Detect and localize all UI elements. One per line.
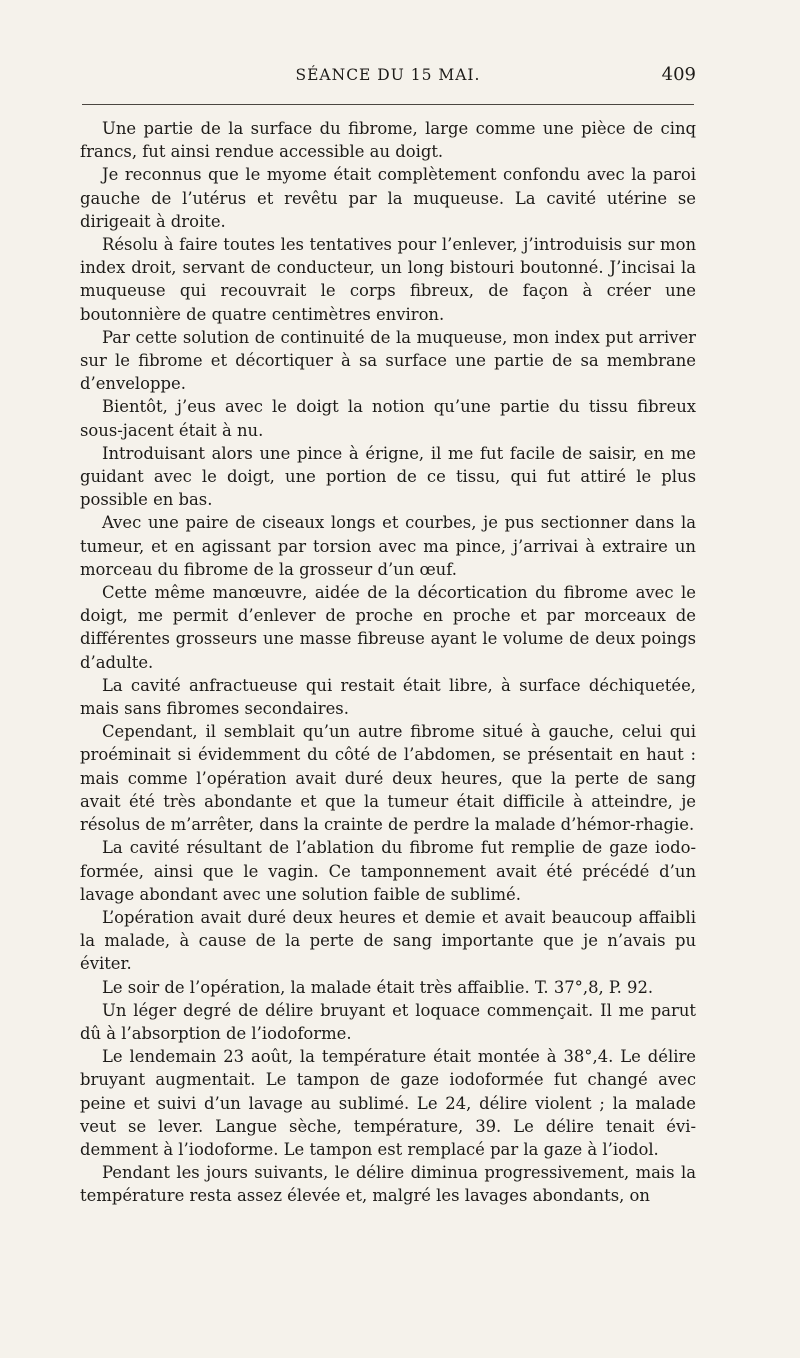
paragraph: L’opération avait duré deux heures et demie et avait beaucoup affaibli la malade, à cause de la perte de sang importante que je n’avais pu éviter. (80, 907, 696, 974)
body-text (80, 117, 696, 1208)
paragraph: Par cette solution de continuité de la muqueuse, mon index put arriver sur le fibrome et décortiquer à sa surface une partie de sa membrane d’enveloppe. (80, 327, 696, 394)
paragraph: La cavité anfractueuse qui restait était libre, à surface déchiquetée, mais sans fibromes secondaires. (80, 675, 696, 719)
paragraph: Un léger degré de délire bruyant et loquace commençait. Il me parut dû à l’absorption de l’iodoforme. (80, 1000, 696, 1043)
paragraph: Je reconnus que le myome était complètement confondu avec la paroi gauche de l’utérus et revêtu par la muqueuse. La cavité utérine se dirigeait à droite. (80, 165, 696, 231)
paragraph: Le soir de l’opération, la malade était très affaiblie. T. 37°,8, P. 92. (102, 977, 654, 997)
paragraph: Une partie de la surface du fibrome, large comme une pièce de cinq francs, fut ainsi rendue accessible au doigt. (80, 119, 696, 162)
paragraph: Introduisant alors une pince à érigne, il me fut facile de saisir, en me guidant avec le doigt, une portion de ce tissu, qui fut attiré le plus possible en bas. (80, 443, 696, 510)
paragraph: Bientôt, j’eus avec le doigt la notion qu’une partie du tissu fibreux sous-jacent était à nu. (80, 397, 696, 440)
page-header (80, 66, 696, 96)
header-rule (82, 104, 694, 105)
running-title: SÉANCE DU 15 MAI. (295, 66, 481, 84)
paragraph: Le lendemain 23 août, la température était montée à 38°,4. Le délire bruyant augmentait. Le tampon de gaze iodoformée fut changé avec peine et suivi d’un lavage au sublimé. Le 24, délire violent ; la malade veut se lever. Langue sèche, température, 39. Le délire tenait évi-demment à l’iodoforme. Le tampon est remplacé par la gaze à l’iodol. (80, 1047, 696, 1159)
paragraph: Cette même manœuvre, aidée de la décortication du fibrome avec le doigt, me permit d’enlever de proche en proche et par morceaux de différentes grosseurs une masse fibreuse ayant le volume de deux poings d’adulte. (80, 583, 696, 672)
paragraph: Avec une paire de ciseaux longs et courbes, je pus sectionner dans la tumeur, et en agissant par torsion avec ma pince, j’arrivai à extraire un morceau du fibrome de la grosseur d’un œuf. (80, 513, 696, 579)
paragraph: Résolu à faire toutes les tentatives pour l’enlever, j’introduisis sur mon index droit, servant de conducteur, un long bistouri boutonné. J’incisai la muqueuse qui recouvrait le corps fibreux, de façon à créer une boutonnière de quatre centimètres environ. (80, 235, 696, 324)
page-number: 409 (661, 64, 696, 85)
paragraph: Cependant, il semblait qu’un autre fibrome situé à gauche, celui qui proéminait si évidemment du côté de l’abdomen, se présentait en haut : mais comme l’opération avait duré deux heures, que la perte de sang avait été très abondante et que la tumeur était difficile à atteindre, je résolus de m’arrêter, dans la crainte de perdre la malade d’hémor-rhagie. (80, 722, 696, 835)
paragraph: Pendant les jours suivants, le délire diminua progressivement, mais la température resta assez élevée et, malgré les lavages abondants, on (80, 1163, 696, 1206)
paragraph: La cavité résultant de l’ablation du fibrome fut remplie de gaze iodo-formée, ainsi que le vagin. Ce tamponnement avait été précédé d’un lavage abondant avec une solution faible de sublimé. (80, 838, 696, 904)
